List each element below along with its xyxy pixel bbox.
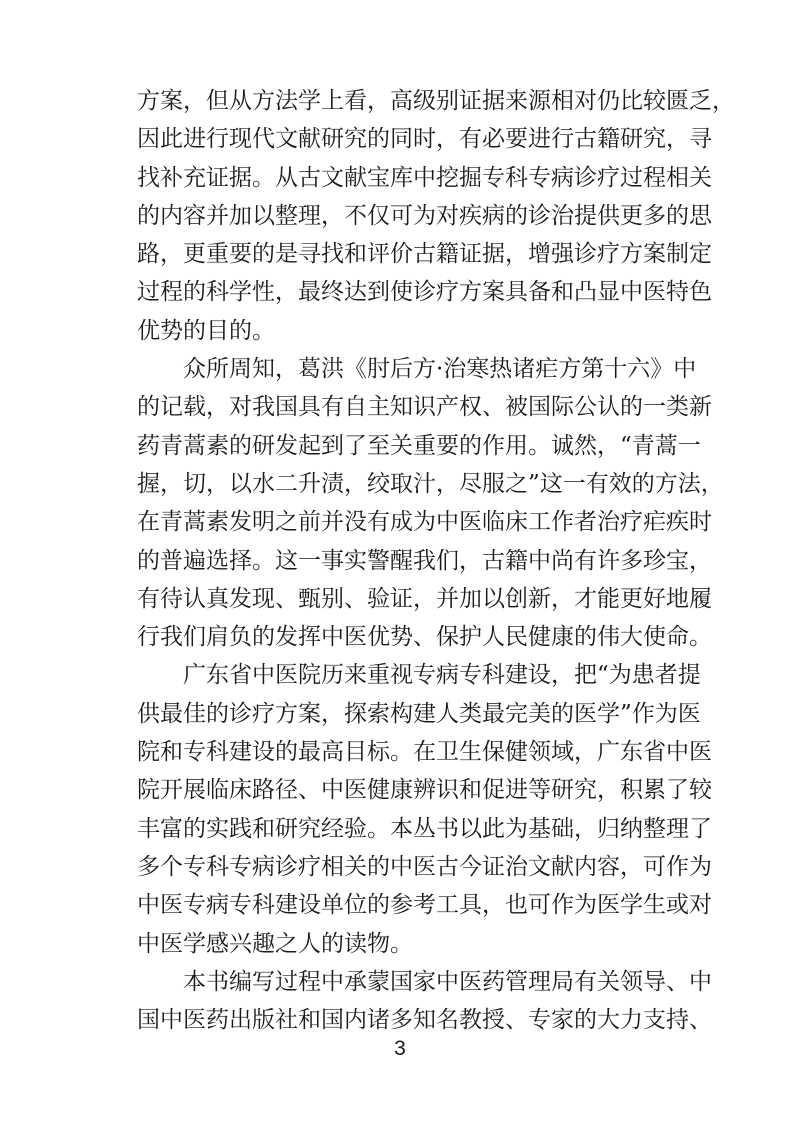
text-line: 众所周知，葛洪《肘后方·治寒热诸疟方第十六》中 <box>183 356 697 383</box>
body-text <box>137 82 735 1039</box>
text-line: 路，更重要的是寻找和评价古籍证据，增强诊疗方案制定 <box>137 241 712 268</box>
text-line: 行我们肩负的发挥中医优势、保护人民健康的伟大使命。 <box>137 624 712 651</box>
text-line: 中医学感兴趣之人的读物。 <box>137 930 413 957</box>
text-line: 丰富的实践和研究经验。本丛书以此为基础，归纳整理了 <box>137 815 712 842</box>
text-line: 广东省中医院历来重视专病专科建设，把“为患者提 <box>183 662 701 689</box>
text-line: 方案，但从方法学上看，高级别证据来源相对仍比较匮乏， <box>137 88 735 114</box>
page-number: 3 <box>394 1037 406 1060</box>
text-line: 握，切，以水二升渍，绞取汁，尽服之”这一有效的方法， <box>137 470 724 497</box>
text-line: 的内容并加以整理，不仅可为对疾病的诊治提供更多的思 <box>137 202 712 229</box>
text-line: 在青蒿素发明之前并没有成为中医临床工作者治疗疟疾时 <box>137 509 712 536</box>
text-line: 找补充证据。从古文献宝库中挖掘专科专病诊疗过程相关 <box>137 164 712 191</box>
text-line: 的普遍选择。这一事实警醒我们，古籍中尚有许多珍宝， <box>137 547 712 574</box>
text-line: 国中医药出版社和国内诸多知名教授、专家的大力支持、 <box>137 1007 712 1034</box>
text-line: 药青蒿素的研发起到了至关重要的作用。诚然，“青蒿一 <box>137 432 701 459</box>
text-line: 院和专科建设的最高目标。在卫生保健领域，广东省中医 <box>137 739 712 766</box>
text-line: 有待认真发现、甄别、验证，并加以创新，才能更好地履 <box>137 585 712 612</box>
text-line: 的记载，对我国具有自主知识产权、被国际公认的一类新 <box>137 394 712 421</box>
paragraph <box>137 350 724 656</box>
text-line: 中医专病专科建设单位的参考工具，也可作为医学生或对 <box>137 892 712 919</box>
paragraph <box>137 963 712 1040</box>
text-line: 因此进行现代文献研究的同时，有必要进行古籍研究，寻 <box>137 126 712 153</box>
text-line: 院开展临床路径、中医健康辨识和促进等研究，积累了较 <box>137 777 712 804</box>
text-line: 多个专科专病诊疗相关的中医古今证治文献内容，可作为 <box>137 853 712 880</box>
text-line: 过程的科学性，最终达到使诊疗方案具备和凸显中医特色 <box>137 279 712 306</box>
text-line: 供最佳的诊疗方案，探索构建人类最完美的医学”作为医 <box>137 700 701 727</box>
text-line: 本书编写过程中承蒙国家中医药管理局有关领导、中 <box>183 968 712 995</box>
paragraph <box>137 82 735 350</box>
paragraph <box>137 656 712 962</box>
text-line: 优势的目的。 <box>137 317 275 344</box>
